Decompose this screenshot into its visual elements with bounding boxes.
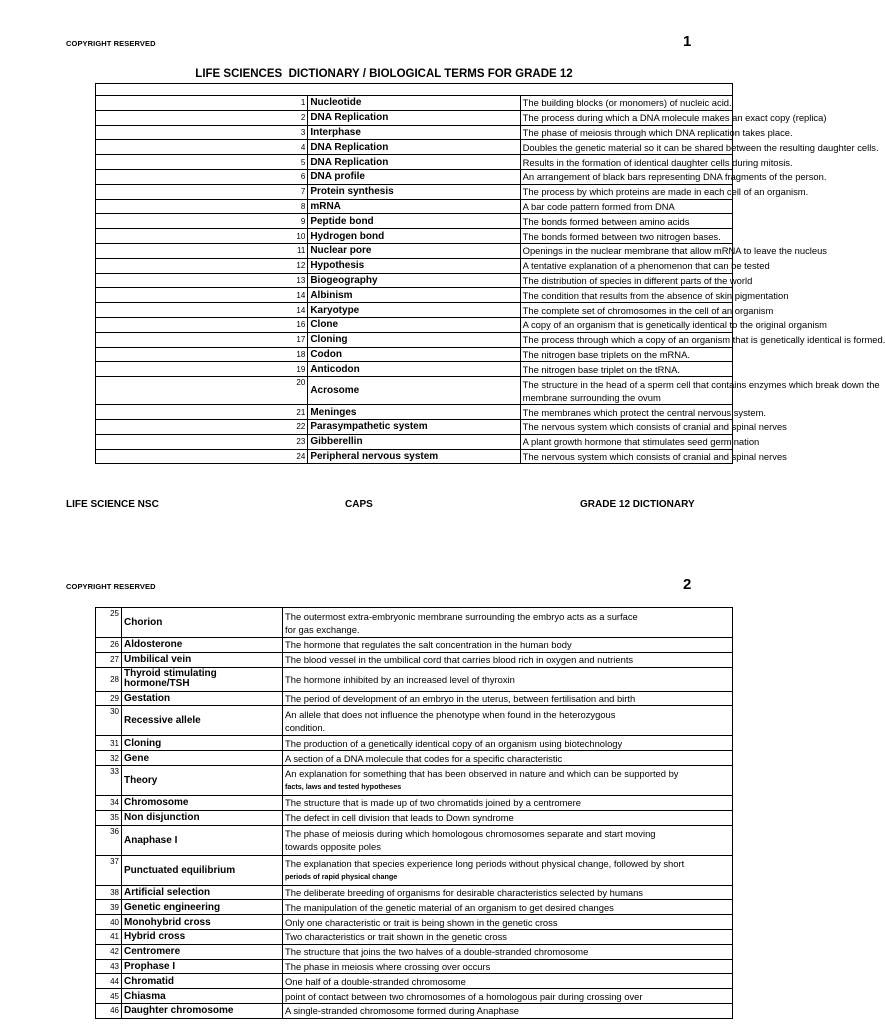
table-row: [96, 929, 733, 944]
definition-cell: The phase in meiosis where crossing over occurs: [283, 959, 733, 974]
table-row: [96, 434, 733, 449]
definition-cell: A single-stranded chromosome formed during Anaphase: [283, 1003, 733, 1018]
row-number: 17: [96, 332, 308, 347]
table-row: [96, 825, 733, 855]
table-row: [96, 125, 733, 140]
term-cell: Chromosome: [122, 795, 283, 810]
row-number: 42: [96, 944, 122, 959]
table-row: [96, 706, 733, 736]
term-cell: Thyroid stimulating hormone/TSH: [122, 667, 283, 691]
table-row: [96, 652, 733, 667]
table-row: [96, 199, 733, 214]
term-cell: Chiasma: [122, 989, 283, 1004]
row-number: 19: [96, 362, 308, 377]
row-number: 46: [96, 1003, 122, 1018]
page-number-1: 1: [683, 33, 692, 50]
definition-cell: The hormone inhibited by an increased level of thyroxin: [283, 667, 733, 691]
row-number: 20: [96, 377, 308, 405]
table-row: [96, 855, 733, 885]
table-row: [96, 751, 733, 766]
row-number: 29: [96, 691, 122, 706]
row-number: 41: [96, 929, 122, 944]
table-row: [96, 317, 733, 332]
table-row: [96, 332, 733, 347]
definition-cell: A tentative explanation of a phenomenon that can be tested: [520, 258, 732, 273]
definition-line-1: The structure in the head of a sperm cell that contains enzymes which break down the: [522, 378, 880, 390]
row-number: 26: [96, 638, 122, 653]
definition-line-2: condition.: [285, 721, 326, 733]
copyright-notice-page2: COPYRIGHT RESERVED: [66, 582, 156, 591]
definition-cell: The blood vessel in the umbilical cord that carries blood rich in oxygen and nutrients: [283, 652, 733, 667]
table-row: [96, 419, 733, 434]
definition-cell: Openings in the nuclear membrane that allow mRNA to leave the nucleus: [520, 243, 732, 258]
definition-cell: The structure that joins the two halves of a double-stranded chromosome: [283, 944, 733, 959]
row-number: 44: [96, 974, 122, 989]
row-number: 8: [96, 199, 308, 214]
definition-line-2: towards opposite poles: [285, 841, 381, 853]
row-number: 22: [96, 419, 308, 434]
term-cell: Chorion: [122, 608, 283, 638]
term-cell: Theory: [122, 765, 283, 795]
row-number: 13: [96, 273, 308, 288]
term-cell: Anaphase I: [122, 825, 283, 855]
table-row: [96, 214, 733, 229]
row-number: 18: [96, 347, 308, 362]
table-row: [96, 303, 733, 318]
term-cell: Meninges: [308, 405, 520, 420]
table-row: [96, 362, 733, 377]
table-row: [96, 795, 733, 810]
table-row: [96, 169, 733, 184]
row-number: 34: [96, 795, 122, 810]
row-number: 5: [96, 155, 308, 170]
term-cell: Monohybrid cross: [122, 915, 283, 930]
definition-line-1: The explanation that species experience long periods without physical change, followed by short: [285, 858, 685, 870]
table-row: [96, 377, 733, 405]
term-cell: DNA profile: [308, 169, 520, 184]
definition-line-2: membrane surrounding the ovum: [522, 391, 661, 403]
term-cell: Codon: [308, 347, 520, 362]
term-cell: Artificial selection: [122, 885, 283, 900]
table-row: [96, 691, 733, 706]
row-number: 2: [96, 110, 308, 125]
term-cell: Peripheral nervous system: [308, 449, 520, 464]
table-row: [96, 449, 733, 464]
row-number: 39: [96, 900, 122, 915]
definition-line-2: facts, laws and tested hypotheses: [285, 782, 402, 792]
definition-cell: The complete set of chromosomes in the cell of an organism: [520, 303, 732, 318]
row-number: 32: [96, 751, 122, 766]
row-number: 3: [96, 125, 308, 140]
table-row: [96, 974, 733, 989]
row-number: 30: [96, 706, 122, 736]
row-number: 14: [96, 288, 308, 303]
row-number: 11: [96, 243, 308, 258]
term-cell: Recessive allele: [122, 706, 283, 736]
row-number: 36: [96, 825, 122, 855]
copyright-notice-page1: COPYRIGHT RESERVED: [66, 39, 156, 48]
table-row: [96, 667, 733, 691]
footer-right: GRADE 12 DICTIONARY: [580, 499, 695, 510]
definition-cell: The phase of meiosis through which DNA replication takes place.: [520, 125, 732, 140]
definition-line-2: periods of rapid physical change: [285, 872, 398, 882]
definition-cell: Doubles the genetic material so it can be shared between the resulting daughter cells.: [520, 140, 732, 155]
table-row: [96, 184, 733, 199]
definition-cell: The building blocks (or monomers) of nucleic acid.: [520, 96, 732, 111]
term-cell: Protein synthesis: [308, 184, 520, 199]
table-row: [96, 96, 733, 111]
table-row: [96, 885, 733, 900]
term-cell: Cloning: [122, 736, 283, 751]
term-cell: Karyotype: [308, 303, 520, 318]
definition-cell: One half of a double-stranded chromosome: [283, 974, 733, 989]
definition-cell: An arrangement of black bars representing DNA fragments of the person.: [520, 169, 732, 184]
term-cell: Parasympathetic system: [308, 419, 520, 434]
definition-cell: The bonds formed between amino acids: [520, 214, 732, 229]
table-row: [96, 405, 733, 420]
blank-header-cell: [96, 84, 733, 96]
table-row: [96, 110, 733, 125]
definition-cell: The hormone that regulates the salt concentration in the human body: [283, 638, 733, 653]
definition-cell: The period of development of an embryo in the uterus, between fertilisation and birth: [283, 691, 733, 706]
term-cell: Hydrogen bond: [308, 229, 520, 244]
term-cell: Aldosterone: [122, 638, 283, 653]
term-cell: Daughter chromosome: [122, 1003, 283, 1018]
definition-cell: A section of a DNA molecule that codes for a specific characteristic: [283, 751, 733, 766]
term-cell: Gibberellin: [308, 434, 520, 449]
definition-cell: Two characteristics or trait shown in the genetic cross: [283, 929, 733, 944]
dictionary-table-page2: [95, 607, 733, 1019]
row-number: 27: [96, 652, 122, 667]
row-number: 28: [96, 667, 122, 691]
row-number: 7: [96, 184, 308, 199]
table-row: [96, 155, 733, 170]
term-cell: Peptide bond: [308, 214, 520, 229]
definition-cell: The nitrogen base triplets on the mRNA.: [520, 347, 732, 362]
row-number: 24: [96, 449, 308, 464]
row-number: 33: [96, 765, 122, 795]
definition-cell: The nitrogen base triplet on the tRNA.: [520, 362, 732, 377]
table-row: [96, 273, 733, 288]
table-row: [96, 765, 733, 795]
definition-cell: The process by which proteins are made in each cell of an organism.: [520, 184, 732, 199]
definition-cell: A plant growth hormone that stimulates seed germination: [520, 434, 732, 449]
table-row: [96, 959, 733, 974]
definition-cell: The production of a genetically identical copy of an organism using biotechnology: [283, 736, 733, 751]
term-cell: DNA Replication: [308, 140, 520, 155]
table-row: [96, 915, 733, 930]
term-cell: Non disjunction: [122, 810, 283, 825]
table-row: [96, 347, 733, 362]
table-row: [96, 736, 733, 751]
term-cell: Interphase: [308, 125, 520, 140]
footer-center: CAPS: [345, 499, 373, 510]
term-cell: Gene: [122, 751, 283, 766]
document-title: LIFE SCIENCES DICTIONARY / BIOLOGICAL TERMS FOR GRADE 12: [195, 68, 573, 80]
definition-cell: The condition that results from the absence of skin pigmentation: [520, 288, 732, 303]
row-number: 14: [96, 303, 308, 318]
definition-line-1: The phase of meiosis during which homologous chromosomes separate and start moving: [285, 828, 656, 840]
definition-cell: The defect in cell division that leads to Down syndrome: [283, 810, 733, 825]
term-cell: Cloning: [308, 332, 520, 347]
term-cell: Genetic engineering: [122, 900, 283, 915]
definition-cell: The structure that is made up of two chromatids joined by a centromere: [283, 795, 733, 810]
definition-cell: The nervous system which consists of cranial and spinal nerves: [520, 419, 732, 434]
table-header-row: [96, 84, 733, 96]
footer-left: LIFE SCIENCE NSC: [66, 499, 159, 510]
term-cell: Umbilical vein: [122, 652, 283, 667]
definition-cell: [283, 855, 733, 885]
table-row: [96, 810, 733, 825]
definition-cell: [283, 706, 733, 736]
table-row: [96, 989, 733, 1004]
row-number: 9: [96, 214, 308, 229]
term-cell: Centromere: [122, 944, 283, 959]
definition-cell: The membranes which protect the central nervous system.: [520, 405, 732, 420]
definition-cell: The process during which a DNA molecule makes an exact copy (replica): [520, 110, 732, 125]
term-cell: DNA Replication: [308, 110, 520, 125]
definition-cell: The process through which a copy of an organism that is genetically identical is formed.: [520, 332, 732, 347]
table-row: [96, 140, 733, 155]
definition-cell: [283, 825, 733, 855]
table-row: [96, 288, 733, 303]
definition-cell: [520, 377, 880, 405]
term-cell: Punctuated equilibrium: [122, 855, 283, 885]
term-cell: Biogeography: [308, 273, 520, 288]
row-number: 1: [96, 96, 308, 111]
definition-cell: The distribution of species in different parts of the world: [520, 273, 732, 288]
row-number: 38: [96, 885, 122, 900]
row-number: 40: [96, 915, 122, 930]
row-number: 23: [96, 434, 308, 449]
term-cell: mRNA: [308, 199, 520, 214]
row-number: 25: [96, 608, 122, 638]
table-row: [96, 900, 733, 915]
table-row: [96, 608, 733, 638]
table-row: [96, 944, 733, 959]
definition-line-1: The outermost extra-embryonic membrane surrounding the embryo acts as a surface: [285, 610, 638, 622]
definition-cell: Only one characteristic or trait is being shown in the genetic cross: [283, 915, 733, 930]
table-row: [96, 229, 733, 244]
term-cell: Hypothesis: [308, 258, 520, 273]
definition-cell: The deliberate breeding of organisms for desirable characteristics selected by humans: [283, 885, 733, 900]
dictionary-table-page1: [95, 83, 885, 464]
row-number: 12: [96, 258, 308, 273]
table-row: [96, 258, 733, 273]
table-row: [96, 1003, 733, 1018]
definition-cell: A copy of an organism that is genetically identical to the original organism: [520, 317, 732, 332]
definition-line-1: An explanation for something that has been observed in nature and which can be supported by: [285, 768, 679, 780]
term-cell: DNA Replication: [308, 155, 520, 170]
definition-line-2: for gas exchange.: [285, 623, 360, 635]
term-cell: Clone: [308, 317, 520, 332]
page-number-2: 2: [683, 576, 692, 593]
row-number: 4: [96, 140, 308, 155]
definition-cell: [283, 608, 733, 638]
table-row: [96, 243, 733, 258]
row-number: 37: [96, 855, 122, 885]
term-cell: Acrosome: [308, 377, 520, 405]
definition-cell: A bar code pattern formed from DNA: [520, 199, 732, 214]
term-cell: Prophase I: [122, 959, 283, 974]
definition-cell: The manipulation of the genetic material of an organism to get desired changes: [283, 900, 733, 915]
term-cell: Gestation: [122, 691, 283, 706]
row-number: 43: [96, 959, 122, 974]
row-number: 45: [96, 989, 122, 1004]
row-number: 21: [96, 405, 308, 420]
row-number: 35: [96, 810, 122, 825]
table-row: [96, 638, 733, 653]
row-number: 6: [96, 169, 308, 184]
term-cell: Nucleotide: [308, 96, 520, 111]
row-number: 31: [96, 736, 122, 751]
term-cell: Anticodon: [308, 362, 520, 377]
definition-cell: [283, 765, 733, 795]
row-number: 16: [96, 317, 308, 332]
term-cell: Hybrid cross: [122, 929, 283, 944]
definition-cell: The nervous system which consists of cranial and spinal nerves: [520, 449, 732, 464]
row-number: 10: [96, 229, 308, 244]
definition-cell: The bonds formed between two nitrogen bases.: [520, 229, 732, 244]
term-cell: Nuclear pore: [308, 243, 520, 258]
definition-line-1: An allele that does not influence the phenotype when found in the heterozygous: [285, 708, 616, 720]
definition-cell: Results in the formation of identical daughter cells during mitosis.: [520, 155, 732, 170]
term-cell: Albinism: [308, 288, 520, 303]
definition-cell: point of contact between two chromosomes of a homologous pair during crossing over: [283, 989, 733, 1004]
term-cell: Chromatid: [122, 974, 283, 989]
